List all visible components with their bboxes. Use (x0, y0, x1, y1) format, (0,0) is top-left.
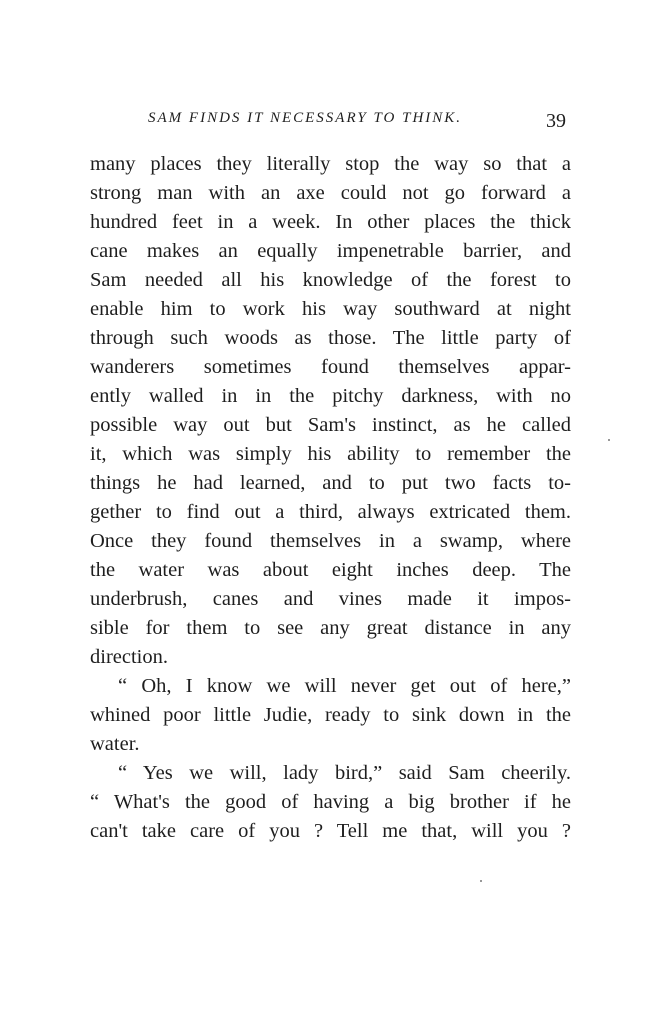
text-line: it, which was simply his ability to remember the (90, 443, 571, 465)
text-line: the water was about eight inches deep. The (90, 559, 571, 581)
body-text (90, 150, 571, 846)
running-head: SAM FINDS IT NECESSARY TO THINK. (148, 110, 463, 126)
text-line: wanderers sometimes found themselves appar- (90, 356, 571, 378)
text-line: enable him to work his way southward at night (90, 298, 571, 320)
text-line: whined poor little Judie, ready to sink down in the (90, 704, 571, 726)
text-line: “ What's the good of having a big brother if he (90, 791, 571, 813)
text-line: many places they literally stop the way so that a (90, 153, 571, 175)
text-line: “ Oh, I know we will never get out of here,” (118, 675, 571, 697)
text-line: “ Yes we will, lady bird,” said Sam cheerily. (118, 762, 571, 784)
text-line: ently walled in in the pitchy darkness, with no (90, 385, 571, 407)
text-line: gether to find out a third, always extricated them. (90, 501, 571, 523)
text-line: hundred feet in a week. In other places the thick (90, 211, 571, 233)
paper-speck (608, 439, 610, 441)
text-line: strong man with an axe could not go forward a (90, 182, 571, 204)
paper-speck (480, 880, 482, 882)
text-line: direction. (90, 646, 168, 668)
text-line: Once they found themselves in a swamp, where (90, 530, 571, 552)
text-line: Sam needed all his knowledge of the forest to (90, 269, 571, 291)
page-number: 39 (546, 110, 566, 132)
text-line: things he had learned, and to put two facts to- (90, 472, 571, 494)
text-line: water. (90, 733, 140, 755)
text-line: possible way out but Sam's instinct, as he called (90, 414, 571, 436)
text-line: through such woods as those. The little party of (90, 327, 571, 349)
text-line: sible for them to see any great distance in any (90, 617, 571, 639)
text-line: can't take care of you ? Tell me that, will you ? (90, 820, 571, 842)
text-line: underbrush, canes and vines made it impos- (90, 588, 571, 610)
text-line: cane makes an equally impenetrable barrier, and (90, 240, 571, 262)
